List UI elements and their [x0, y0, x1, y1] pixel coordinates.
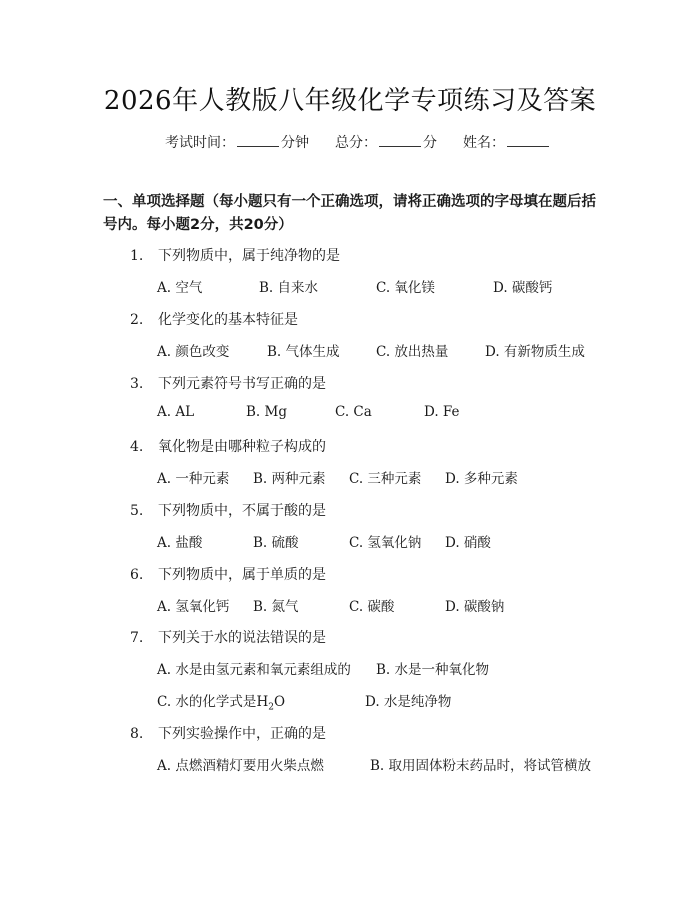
- formula-h: H: [256, 694, 269, 710]
- option-b[interactable]: B. 水是一种氧化物: [376, 662, 490, 678]
- name-label: 姓名：: [463, 135, 505, 151]
- option-b[interactable]: B. 气体生成: [267, 344, 340, 360]
- question-number: 5.: [130, 503, 144, 519]
- name-field: [463, 132, 551, 152]
- option-d[interactable]: D. 碳酸钠: [445, 599, 505, 615]
- question-number: 1.: [130, 248, 144, 264]
- option-b[interactable]: B. 硫酸: [253, 535, 299, 551]
- option-d[interactable]: D. 有新物质生成: [485, 344, 585, 360]
- option-d[interactable]: D. 水是纯净物: [365, 694, 452, 710]
- option-b[interactable]: B. 取用固体粉末药品时，将试管横放: [370, 758, 592, 774]
- total-score-blank[interactable]: [379, 132, 421, 147]
- option-c[interactable]: C. Ca: [335, 404, 372, 420]
- name-blank[interactable]: [507, 132, 549, 147]
- question-text: 化学变化的基本特征是: [158, 312, 298, 328]
- exam-time-label: 考试时间：: [165, 135, 235, 151]
- question-4: [130, 436, 326, 456]
- option-d[interactable]: D. 硝酸: [445, 535, 491, 551]
- question-1: [130, 245, 340, 265]
- exam-meta: [165, 132, 577, 152]
- option-c[interactable]: C. 氢氧化钠: [349, 535, 422, 551]
- question-3: [130, 373, 326, 393]
- total-score-unit: 分: [423, 135, 437, 151]
- water-formula: [256, 694, 286, 713]
- option-a[interactable]: A. AL: [157, 404, 195, 420]
- question-text: 氧化物是由哪种粒子构成的: [158, 439, 326, 455]
- question-text: 下列物质中，属于纯净物的是: [158, 248, 340, 264]
- question-text: 下列关于水的说法错误的是: [158, 630, 326, 646]
- question-number: 6.: [130, 567, 144, 583]
- option-a[interactable]: A. 氢氧化钙: [157, 599, 230, 615]
- option-a[interactable]: A. 点燃酒精灯要用火柴点燃: [157, 758, 324, 774]
- total-score-label: 总分：: [335, 135, 377, 151]
- option-d[interactable]: D. 多种元素: [445, 471, 518, 487]
- question-6: [130, 564, 326, 584]
- total-score-field: [335, 132, 437, 152]
- option-b[interactable]: B. 氮气: [253, 599, 299, 615]
- section-heading: 一、单项选择题（每小题只有一个正确选项，请将正确选项的字母填在题后括号内。每小题2分，共20分）: [103, 194, 596, 233]
- question-number: 2.: [130, 312, 144, 328]
- question-number: 3.: [130, 376, 144, 392]
- exam-time-field: [165, 132, 309, 152]
- option-b[interactable]: B. Mg: [246, 404, 287, 420]
- option-d[interactable]: D. 碳酸钙: [493, 280, 553, 296]
- option-a[interactable]: A. 颜色改变: [157, 344, 230, 360]
- option-a[interactable]: A. 空气: [157, 280, 203, 296]
- option-c[interactable]: C. 放出热量: [376, 344, 449, 360]
- option-a[interactable]: A. 盐酸: [157, 535, 203, 551]
- option-d[interactable]: D. Fe: [424, 404, 460, 420]
- question-8: [130, 723, 326, 743]
- formula-subscript: 2: [268, 702, 274, 713]
- question-number: 4.: [130, 439, 144, 455]
- question-number: 8.: [130, 726, 144, 742]
- page-title: 2026年人教版八年级化学专项练习及答案: [103, 86, 597, 116]
- question-2: [130, 309, 298, 329]
- formula-o: O: [273, 694, 286, 710]
- option-c-text: C. 水的化学式是: [157, 694, 257, 710]
- option-a[interactable]: A. 一种元素: [157, 471, 230, 487]
- exam-time-blank[interactable]: [237, 132, 279, 147]
- option-c[interactable]: C. 三种元素: [349, 471, 422, 487]
- option-c[interactable]: C. 氧化镁: [376, 280, 435, 296]
- option-b[interactable]: B. 两种元素: [253, 471, 326, 487]
- question-7: [130, 627, 326, 647]
- question-5: [130, 500, 326, 520]
- question-text: 下列元素符号书写正确的是: [158, 376, 326, 392]
- option-b[interactable]: B. 自来水: [259, 280, 319, 296]
- exam-time-unit: 分钟: [281, 135, 309, 151]
- option-a[interactable]: A. 水是由氢元素和氧元素组成的: [157, 662, 351, 678]
- option-c[interactable]: [157, 690, 285, 713]
- option-c[interactable]: C. 碳酸: [349, 599, 395, 615]
- question-text: 下列物质中，属于单质的是: [158, 567, 326, 583]
- question-text: 下列物质中，不属于酸的是: [158, 503, 326, 519]
- question-number: 7.: [130, 630, 144, 646]
- question-text: 下列实验操作中，正确的是: [158, 726, 326, 742]
